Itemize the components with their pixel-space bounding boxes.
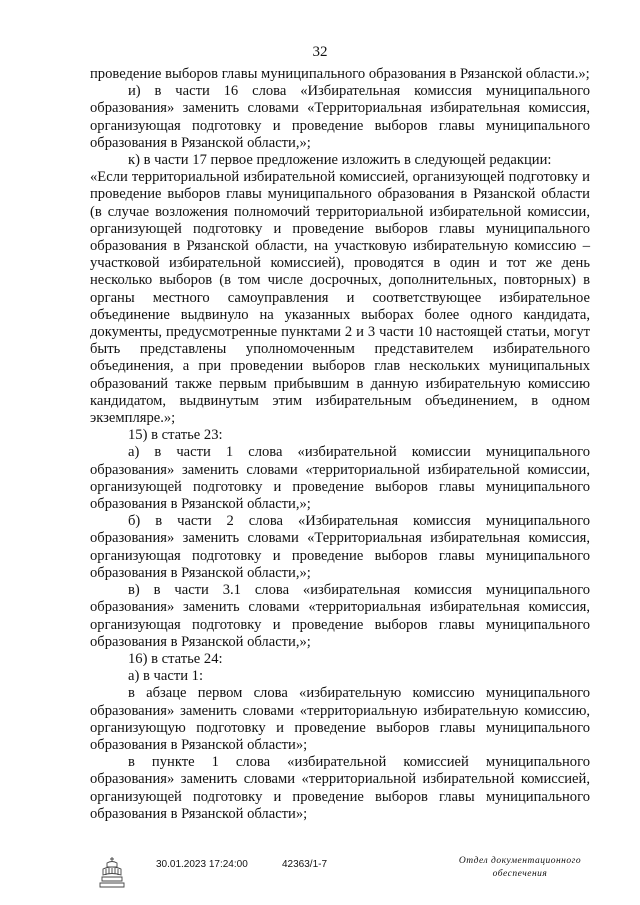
paragraph: проведение выборов главы муниципального образования в Рязанской области.»; <box>90 66 590 82</box>
paragraph: а) в части 1 слова «избирательной комиссии муниципального образования» заменить словами «территориальной избирательной комиссии, организующей подготовку и проведение выборов главы муниципального образования в Рязанской области,»; <box>90 444 590 513</box>
paragraph: 16) в статье 24: <box>128 650 223 667</box>
coat-of-arms-stamp-icon <box>97 855 127 889</box>
document-body <box>90 66 590 823</box>
paragraph: а) в части 1: <box>128 668 204 685</box>
paragraph: «Если территориальной избирательной комиссией, организующей подготовку и проведение выборов главы муниципального образования в Рязанской области (в случае возложения полномочий территориальной избирательной комиссии, организующей подготовку и проведение выборов главы муниципального образования в Рязанской области, на участковую избирательную комиссию – участковой избирательной комиссией), проводятся в один и тот же день несколько выборов (в том числе досрочных, дополнительных, повторных) в органы местного самоуправления и соответствующее избирательное объединение выдвинуло на указанных выборах более одного кандидата, документы, предусмотренные пунктами 2 и 3 части 10 настоящей статьи, могут быть представлены уполномоченным представителем избирательного объединения, а при проведении выборов глав нескольких муниципальных образований также первым прибывшим в данную избирательную комиссию кандидатом, выдвинутым этим избирательным объединением, в одном экземпляре.»; <box>90 169 590 427</box>
footer-dept-line: обеспечения <box>492 869 548 879</box>
footer-dept-line: Отдел документационного <box>458 856 582 866</box>
paragraph: 15) в статье 23: <box>128 427 223 444</box>
footer-datetime: 30.01.2023 17:24:00 <box>156 859 248 870</box>
paragraph: к) в части 17 первое предложение изложить в следующей редакции: <box>128 152 552 169</box>
paragraph: и) в части 16 слова «Избирательная комиссия муниципального образования» заменить словами «Территориальная избирательная комиссия, организующая подготовку и проведение выборов главы муниципального образования в Рязанской области,»; <box>90 83 590 151</box>
paragraph: б) в части 2 слова «Избирательная комиссия муниципального образования» заменить словами «Территориальная избирательная комиссия, организующая подготовку и проведение выборов главы муниципального образования в Рязанской области,»; <box>90 513 590 581</box>
paragraph: в абзаце первом слова «избирательную комиссию муниципального образования» заменить словами «территориальную избирательную комиссию, организующую подготовку и проведение выборов главы муниципального образования в Рязанской области»; <box>90 685 590 753</box>
paragraph: в) в части 3.1 слова «избирательная комиссия муниципального образования» заменить словами «территориальная избирательная комиссия, организующая подготовку и проведение выборов главы муниципального образования в Рязанской области,»; <box>90 582 590 650</box>
footer-document-code: 42363/1-7 <box>282 859 328 870</box>
footer-department-stamp <box>440 855 600 881</box>
paragraph: в пункте 1 слова «избирательной комиссией муниципального образования» заменить словами «территориальной избирательной комиссией, организующей подготовку и проведение выборов главы муниципального образования в Рязанской области»; <box>90 754 590 822</box>
page-number: 32 <box>312 44 328 60</box>
